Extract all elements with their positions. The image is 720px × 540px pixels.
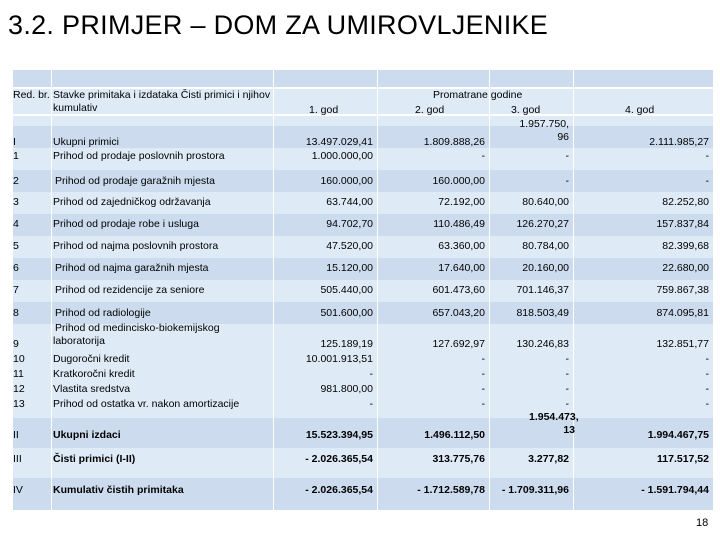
header-year-1: 1. god [309,104,339,116]
slide-title: 3.2. PRIMJER – DOM ZA UMIROVLJENIKE [8,10,549,40]
value-year-4: - [705,353,709,365]
value-year-4: - 1.591.794,44 [641,484,709,496]
value-year-2: 657.043,20 [432,307,485,319]
value-year-3: 818.503,49 [516,307,569,319]
page-number: 18 [696,517,709,529]
row-number: III [13,453,22,465]
value-year-2: - 1.712.589,78 [417,484,485,496]
value-year-2: - [481,368,485,380]
value-year-1: 15.523.394,95 [305,429,373,441]
value-year-4: 157.837,84 [656,218,709,230]
row-number: 7 [13,284,19,296]
value-year-4: 874.095,81 [656,307,709,319]
value-year-1: 47.520,00 [326,240,373,252]
row-number: II [13,429,19,441]
row-number: 11 [13,368,24,380]
value-year-3: 130.246,83 [516,338,569,350]
row-label: Prihod od radiologije [55,307,151,319]
value-year-4: 117.517,52 [657,453,709,465]
value-year-3: 1.957.750, 96 [519,118,569,143]
row-label: Prihod od najma poslovnih prostora [53,240,219,252]
value-year-1: - [369,398,373,410]
value-year-1: 125.189,19 [320,338,373,350]
value-year-1: 15.120,00 [326,262,373,274]
row-label: Ukupni primici [53,136,119,148]
value-year-2: 63.360,00 [438,240,485,252]
value-year-1: 13.497.029,41 [305,136,373,148]
header-items: Stavke primitaka i izdataka Čisti primici i njihov kumulativ [53,89,271,114]
value-year-1: 10.001.913,51 [305,353,373,365]
row-number: 4 [13,218,19,230]
value-year-1: - [369,368,373,380]
row-number: 1 [13,150,19,162]
row-label: Kumulativ čistih primitaka [53,484,184,496]
value-year-1: 981.800,00 [320,383,373,395]
row-number: 5 [13,240,19,252]
value-year-4: 1.994.467,75 [647,429,709,441]
value-year-3: - [565,150,569,162]
column-divider [51,70,52,510]
value-year-4: - [705,368,709,380]
value-year-2: - [481,398,485,410]
value-year-4: - [705,383,709,395]
row-label: Prihod od prodaje garažnih mjesta [55,175,215,187]
value-year-3: - 1.709.311,96 [501,484,569,496]
header-year-3: 3. god [511,104,541,116]
value-year-2: 127.692,97 [432,338,485,350]
data-table [13,70,713,510]
value-year-2: 17.640,00 [438,262,485,274]
row-label: Prihod od ostatka vr. nakon amortizacije [53,398,240,410]
row-number: 8 [13,307,19,319]
value-year-4: 2.111.985,27 [649,136,709,148]
row-number: 3 [13,196,19,208]
value-year-3: - [565,175,569,187]
value-year-4: 82.252,80 [662,196,709,208]
value-year-3: 126.270,27 [516,218,569,230]
row-label: Čisti primici (I-II) [53,453,136,465]
value-year-1: 501.600,00 [320,307,373,319]
header-group: Promatrane godine [433,89,523,101]
row-number: 2 [13,175,19,187]
value-year-1: 94.702,70 [326,218,373,230]
value-year-4: 82.399,68 [662,240,709,252]
value-year-3: 701.146,37 [516,284,569,296]
value-year-2: 313.775,76 [432,453,485,465]
header-year-4: 4. god [625,104,655,116]
value-year-3: 20.160,00 [522,262,569,274]
row-number: 10 [13,353,25,365]
value-year-2: - [481,150,485,162]
value-year-3: 80.640,00 [522,196,569,208]
value-year-2: 72.192,00 [438,196,485,208]
header-year-2: 2. god [415,104,445,116]
value-year-4: 22.680,00 [662,262,709,274]
table-band [13,70,713,88]
row-number: 12 [13,383,25,395]
value-year-1: 160.000,00 [320,175,373,187]
row-number: I [13,136,16,148]
row-label: Ukupni izdaci [53,429,121,441]
row-number: IV [13,484,23,496]
value-year-4: 759.867,38 [656,284,709,296]
value-year-2: 1.496.112,50 [424,429,485,441]
row-number: 6 [13,262,19,274]
value-year-3: 80.784,00 [522,240,569,252]
value-year-1: 1.000.000,00 [311,150,373,162]
row-label: Prihod od rezidencije za seniore [55,284,205,296]
value-year-3: - [565,383,569,395]
value-year-2: 160.000,00 [432,175,485,187]
value-year-4: - [705,175,709,187]
value-year-3: - [565,398,569,410]
row-label: Dugoročni kredit [53,353,130,365]
value-year-2: - [481,383,485,395]
row-number: 9 [13,338,19,350]
value-year-4: - [705,398,709,410]
row-number: 13 [13,398,25,410]
row-label: Prihod od najma garažnih mjesta [55,262,209,274]
header-row-number: Red. br. [13,89,50,101]
value-year-2: - [481,353,485,365]
value-year-1: 63.744,00 [326,196,373,208]
value-year-4: - [705,150,709,162]
row-label: Vlastita sredstva [53,383,131,395]
row-label: Kratkoročni kredit [53,368,135,380]
row-label: Prihod od prodaje poslovnih prostora [53,150,225,162]
value-year-3: - [565,353,569,365]
row-label: Prihod od medincisko-biokemijskog laboratorija [53,322,220,347]
value-year-1: - 2.026.365,54 [305,453,373,465]
value-year-2: 1.809.888,26 [423,136,485,148]
value-year-4: 132.851,77 [656,338,709,350]
value-year-1: - 2.026.365,54 [305,484,373,496]
row-label: Prihod od zajedničkog održavanja [53,196,211,208]
value-year-3: 3.277,82 [528,453,569,465]
value-year-1: 505.440,00 [320,284,373,296]
value-year-3: 1.954.473, 13 [529,411,579,436]
value-year-3: - [565,368,569,380]
value-year-2: 601.473,60 [432,284,485,296]
row-label: Prihod od prodaje robe i usluga [53,218,199,230]
value-year-2: 110.486,49 [433,218,485,230]
